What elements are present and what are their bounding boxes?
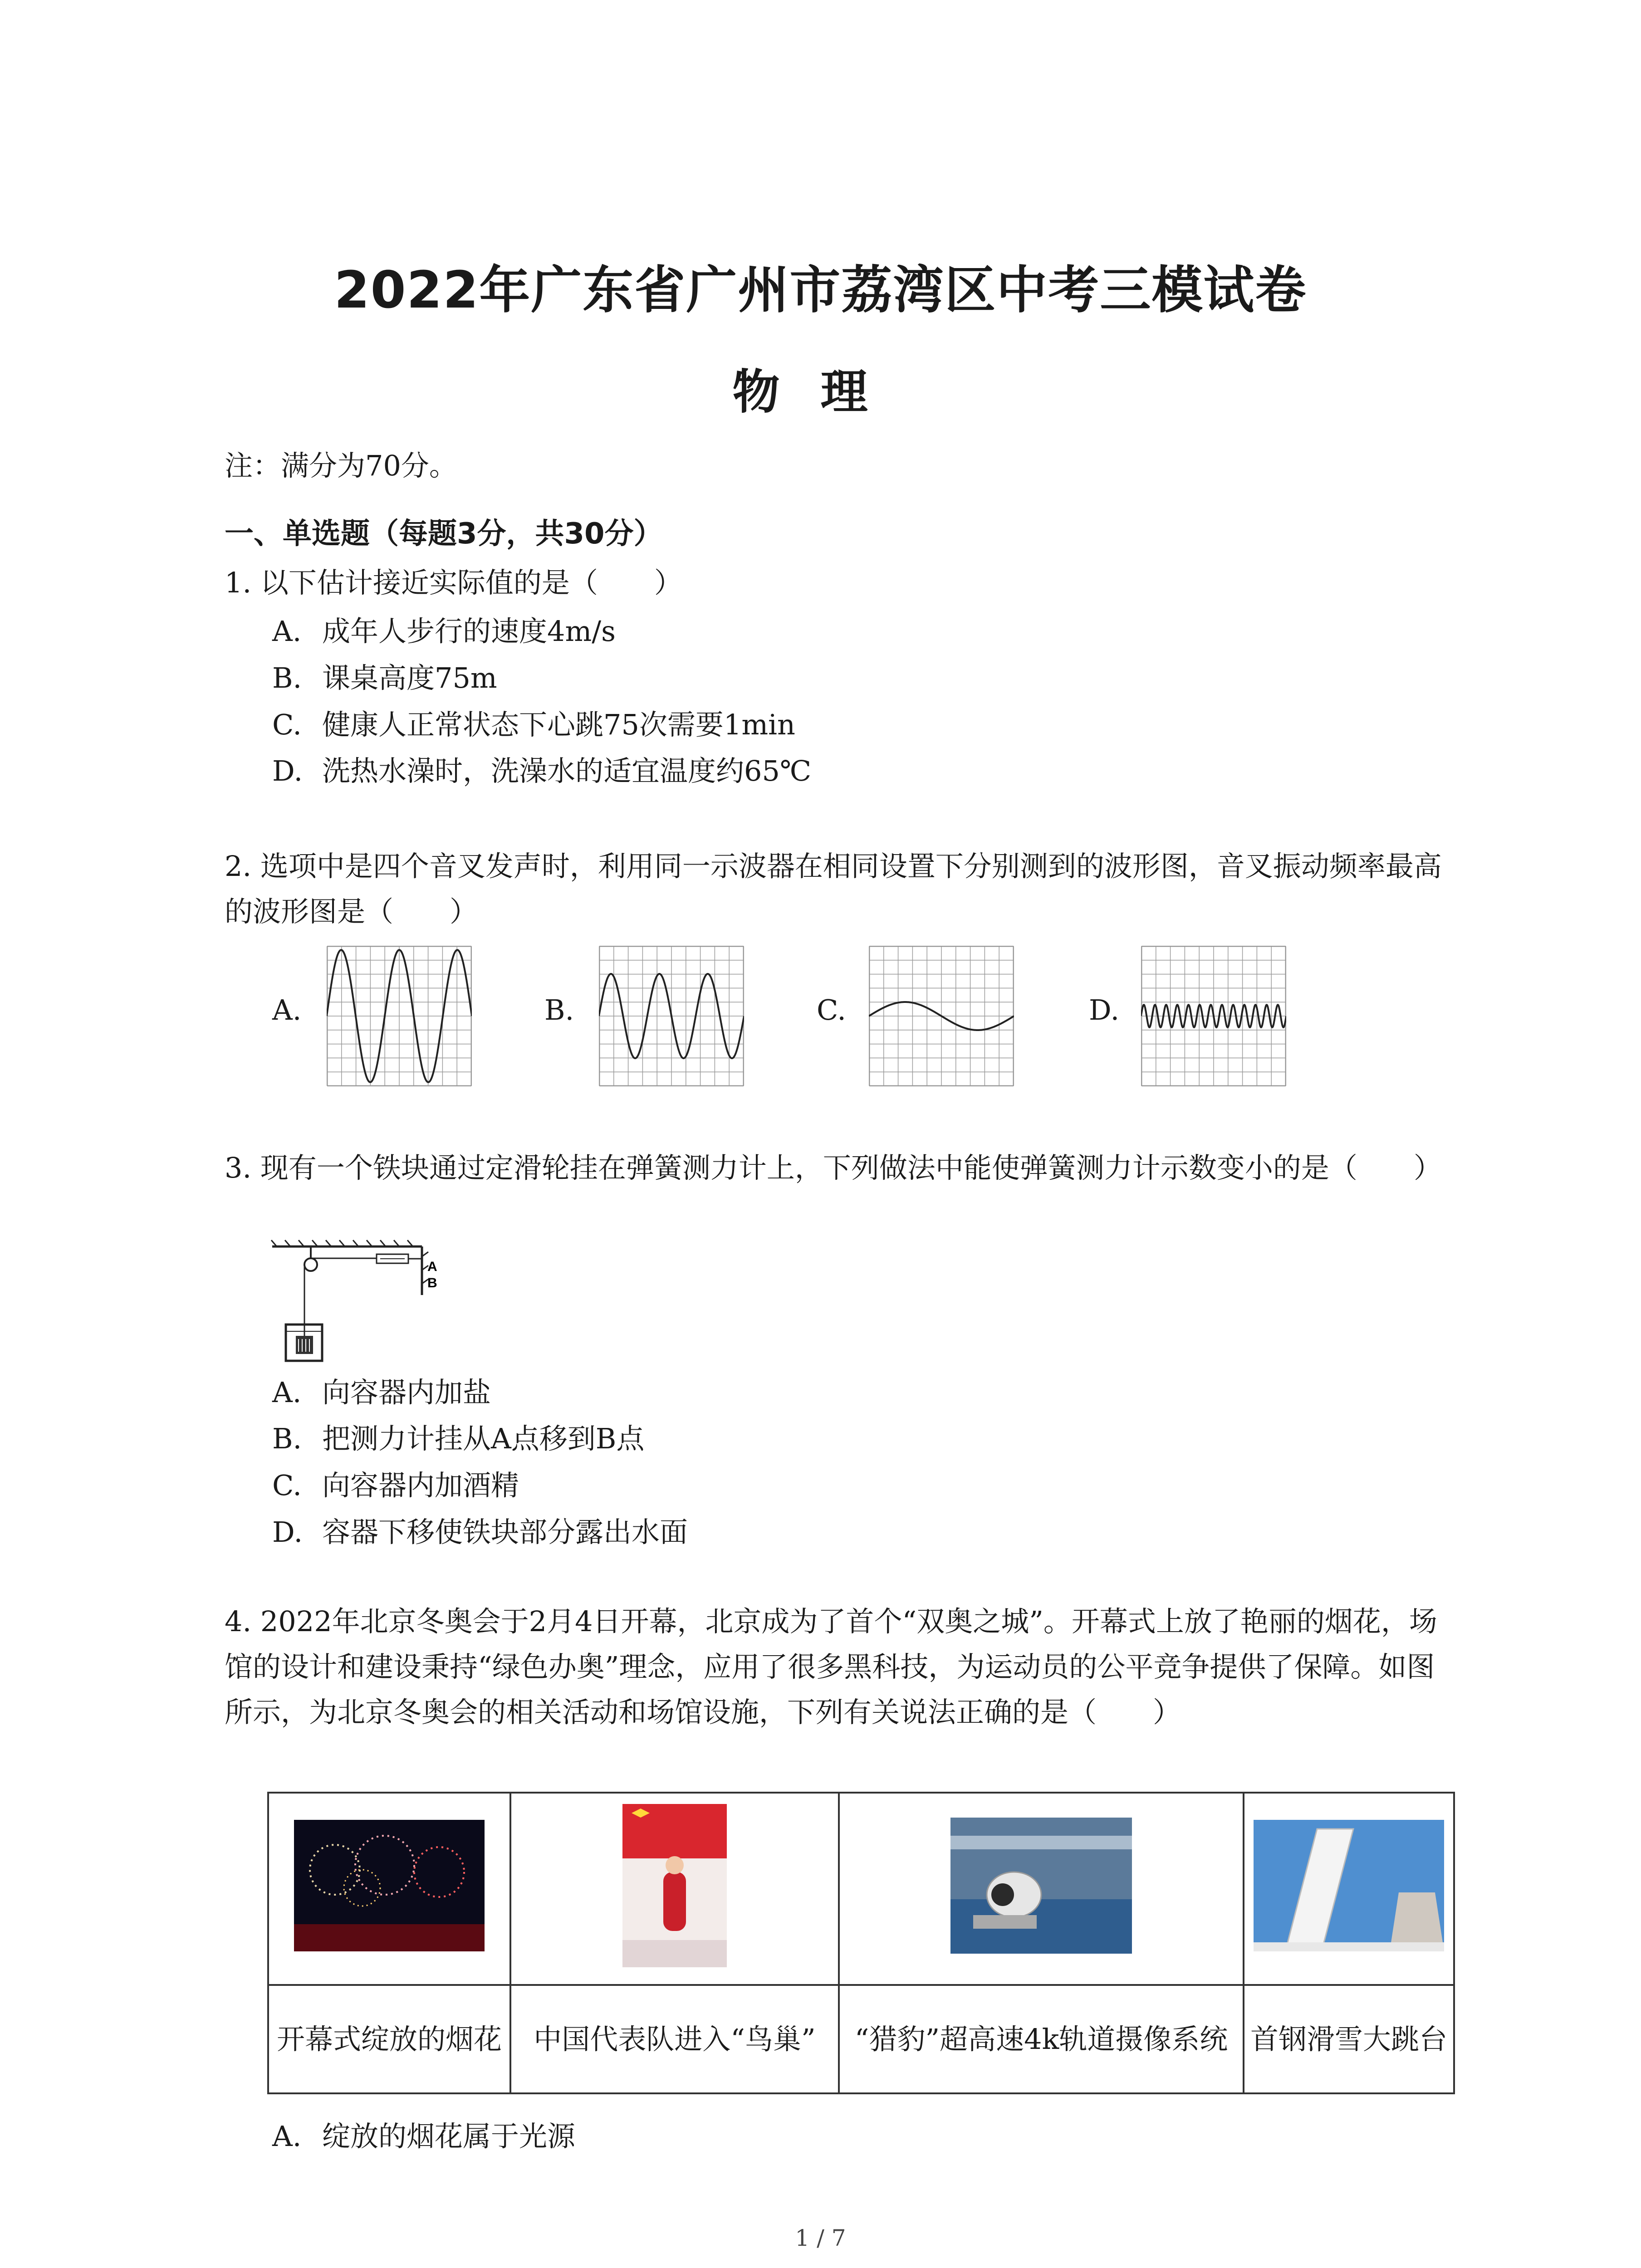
q1-option-c: C. 健康人正常状态下心跳75次需要1min: [272, 708, 795, 741]
exam-subject: 物理: [732, 364, 909, 420]
q2-option-c-label: C.: [817, 993, 846, 1026]
caption-ski-jump: 首钢滑雪大跳台: [1244, 1985, 1454, 2093]
q3-pulley-figure: [268, 1234, 458, 1367]
q1-option-b: B. 课桌高度75m: [272, 661, 497, 694]
score-note: 注：满分为70分。: [225, 449, 457, 482]
question-4-stem: 4. 2022年北京冬奥会于2月4日开幕，北京成为了首个“双奥之城”。开幕式上放了艳丽的烟花，场馆的设计和建设秉持“绿色办奥”理念，应用了很多黑科技，为运动员的公平竞争提供了保障。如图所示，为北京冬奥会的相关活动和场馆设施，下列有关说法正确的是（ ）: [225, 1605, 1437, 1729]
exam-title: 2022年广东省广州市荔湾区中考三模试卷: [334, 261, 1307, 320]
q2-option-d-label: D.: [1089, 993, 1120, 1026]
ski-jump-image-cell: [1244, 1793, 1454, 1985]
section-heading: 一、单选题（每题3分，共30分）: [225, 517, 663, 551]
q4-image-table: [267, 1792, 1455, 2094]
q2-waveform-c: [869, 946, 1014, 1086]
fireworks-image-cell: [268, 1793, 510, 1985]
team-image-cell: [510, 1793, 839, 1985]
caption-team: 中国代表队进入“鸟巢”: [510, 1985, 839, 2093]
q3-option-b: B. 把测力计挂从A点移到B点: [272, 1422, 645, 1455]
q3-option-c: C. 向容器内加酒精: [272, 1469, 519, 1502]
q4-option-a: A. 绽放的烟花属于光源: [272, 2120, 576, 2153]
camera-image: [950, 1818, 1132, 1954]
caption-fireworks: 开幕式绽放的烟花: [268, 1985, 510, 2093]
q3-option-d: D. 容器下移使铁块部分露出水面: [272, 1515, 688, 1549]
q1-option-a: A. 成年人步行的速度4m/s: [272, 615, 616, 648]
camera-image-cell: [839, 1793, 1244, 1985]
q2-option-a-label: A.: [272, 993, 302, 1026]
q1-option-d: D. 洗热水澡时，洗澡水的适宜温度约65℃: [272, 754, 812, 787]
q2-option-b-label: B.: [544, 993, 574, 1026]
team-image: [622, 1804, 727, 1967]
q2-waveform-b: [599, 946, 744, 1086]
question-1-stem: 1. 以下估计接近实际值的是（ ）: [225, 566, 682, 599]
fireworks-image: [294, 1820, 485, 1951]
ski-jump-image: [1254, 1820, 1444, 1951]
q3-label-b: B: [427, 1276, 437, 1290]
question-2-stem: 2. 选项中是四个音叉发声时，利用同一示波器在相同设置下分别测到的波形图，音叉振动频率最高的波形图是（ ）: [225, 850, 1442, 928]
q2-waveform-a: [327, 946, 472, 1086]
caption-camera: “猎豹”超高速4k轨道摄像系统: [839, 1985, 1244, 2093]
q3-option-a: A. 向容器内加盐: [272, 1376, 491, 1409]
q3-label-a: A: [427, 1259, 437, 1274]
question-3-stem: 3. 现有一个铁块通过定滑轮挂在弹簧测力计上，下列做法中能使弹簧测力计示数变小的是（ ）: [225, 1151, 1442, 1184]
q2-waveform-d: [1141, 946, 1286, 1086]
page-number: 1 / 7: [795, 2225, 846, 2251]
